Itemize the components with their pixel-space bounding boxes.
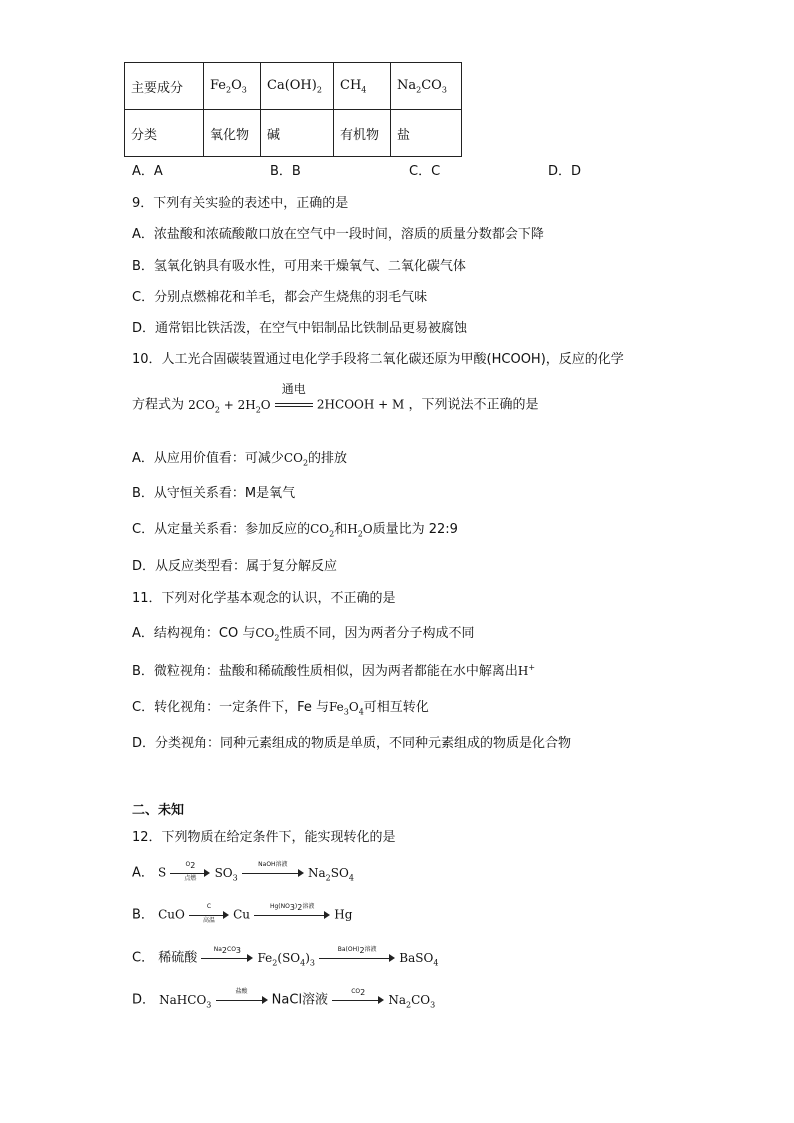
q8-option-a[interactable]: A．A — [132, 164, 163, 179]
option-text: 可相互转化 — [363, 700, 429, 715]
equation-condition: 通电 — [281, 382, 306, 396]
q8-option-c[interactable]: C．C — [409, 164, 441, 179]
table-cell: $Na_2CO_3$ — [391, 63, 462, 110]
chem-formula: $Na_2CO_3$ — [388, 992, 436, 1009]
chem-formula: S — [158, 865, 167, 880]
reaction-arrow — [242, 861, 304, 880]
table-row — [125, 63, 462, 110]
q9-option-c[interactable]: C．分别点燃棉花和羊毛，都会产生烧焦的羽毛气味 — [132, 290, 428, 305]
arrow-reagent: C — [206, 903, 212, 910]
table-cell: 分类 — [125, 110, 204, 157]
chem-formula: $SO_3$ — [214, 865, 238, 882]
arrow-reagent: $Na_2CO_3$ — [213, 946, 242, 956]
q9-stem: 9．下列有关实验的表述中，正确的是 — [132, 196, 349, 211]
chem-formula: $Fe_2(SO_4)_3$ — [257, 950, 316, 967]
q12-stem: 12．下列物质在给定条件下，能实现转化的是 — [132, 830, 396, 845]
q11-option-c[interactable] — [132, 701, 429, 716]
option-text: B．微粒视角：盐酸和稀硫酸性质相似，因为两者都能在水中解离出 — [132, 664, 518, 679]
table-cell: $Ca(OH)_2$ — [261, 63, 334, 110]
q12-option-c[interactable] — [132, 946, 439, 967]
option-text: 质量比为 22:9 — [372, 522, 458, 537]
chem-formula: $CO_2$ — [310, 522, 335, 539]
q10-stem-line2 — [132, 382, 539, 414]
option-text: A．从应用价值看：可减少 — [132, 451, 284, 466]
q9-option-d[interactable]: D．通常铝比铁活泼，在空气中铝制品比铁制品更易被腐蚀 — [132, 321, 468, 336]
chem-formula: CuO — [158, 907, 185, 922]
q11-stem: 11．下列对化学基本观念的认识，不正确的是 — [132, 591, 396, 606]
table-cell: 主要成分 — [125, 63, 204, 110]
chem-formula: $H_2O$ — [347, 522, 373, 539]
arrow-reagent: NaOH溶液 — [258, 861, 288, 868]
section-heading: 二、未知 — [132, 803, 185, 818]
q8-option-b[interactable]: B．B — [270, 164, 301, 179]
arrow-condition: 点燃 — [184, 875, 197, 882]
chem-formula: $CO_2$ — [283, 451, 309, 468]
q9-option-a[interactable]: A．浓盐酸和浓硫酸敞口放在空气中一段时间，溶质的质量分数都会下降 — [132, 227, 544, 242]
table-cell: $CH_4$ — [334, 63, 391, 110]
chem-formula: $CO_2$ — [255, 626, 280, 643]
q10-option-b[interactable]: B．从守恒关系看：M是氧气 — [132, 486, 296, 501]
q10-stem-line1: 10．人工光合固碳装置通过电化学手段将二氧化碳还原为甲酸(HCOOH)，反应的化学 — [132, 352, 624, 367]
reaction-arrow — [201, 946, 253, 965]
reaction-arrow — [189, 903, 229, 924]
table-cell: 有机物 — [334, 110, 391, 157]
reaction-arrow — [254, 903, 330, 922]
option-label: A． — [132, 865, 154, 881]
reactant-text: 稀硫酸 — [158, 950, 198, 966]
option-text: 和 — [334, 522, 348, 537]
arrow-reagent: $O_2$ — [185, 861, 196, 871]
q11-option-b[interactable] — [132, 664, 535, 678]
q12-option-a[interactable] — [132, 861, 354, 882]
arrow-reagent: 盐酸 — [235, 988, 248, 995]
q10-stem-suffix: ，下列说法不正确的是 — [408, 397, 539, 413]
option-text: A．结构视角：CO 与 — [132, 626, 256, 641]
q12-option-d[interactable] — [132, 988, 436, 1009]
q12-option-b[interactable] — [132, 903, 353, 924]
chem-formula: $Fe_3O_4$ — [328, 700, 364, 717]
arrow-reagent: $CO_2$ — [351, 988, 366, 998]
reaction-arrow — [216, 988, 268, 1007]
table-cell: $Fe_2O_3$ — [204, 63, 261, 110]
q8-option-d[interactable]: D．D — [548, 164, 582, 179]
reaction-arrow — [319, 946, 395, 965]
table-cell: 碱 — [261, 110, 334, 157]
q10-option-c[interactable] — [132, 523, 458, 538]
q9-option-b[interactable]: B．氢氧化钠具有吸水性，可用来干燥氧气、二氧化碳气体 — [132, 259, 466, 274]
option-text: C．转化视角：一定条件下，Fe 与 — [132, 700, 329, 715]
chem-formula: BaSO$_4$ — [399, 950, 439, 967]
option-text: C．从定量关系看：参加反应的 — [132, 522, 311, 537]
arrow-reagent: $Ba(OH)_2$溶液 — [337, 946, 377, 956]
chem-formula: NaHCO$_3$ — [159, 992, 212, 1009]
arrow-reagent: $Hg(NO_3)_2$溶液 — [269, 903, 315, 913]
chem-formula: Hg — [334, 907, 353, 922]
q11-option-a[interactable] — [132, 627, 474, 642]
option-label: C． — [132, 950, 155, 966]
option-text: 性质不同，因为两者分子构成不同 — [279, 626, 475, 641]
chem-formula: H+ — [517, 663, 536, 678]
chem-formula: $Na_2SO_4$ — [308, 865, 354, 882]
arrow-condition: 高温 — [202, 917, 215, 924]
q10-equation-left: $2CO_2 + 2H_2O$ — [188, 397, 271, 414]
reactant-text: NaCl溶液 — [271, 992, 329, 1008]
q10-equation-right: 2HCOOH + M — [316, 397, 405, 412]
chem-formula: Cu — [233, 907, 251, 922]
q11-option-d[interactable]: D．分类视角：同种元素组成的物质是单质，不同种元素组成的物质是化合物 — [132, 736, 572, 751]
option-text: 的排放 — [308, 451, 348, 466]
reaction-arrow — [332, 988, 384, 1007]
q10-option-d[interactable]: D．从反应类型看：属于复分解反应 — [132, 559, 338, 574]
option-label: D． — [132, 992, 156, 1008]
table-row — [125, 110, 462, 157]
classification-table — [124, 62, 462, 157]
q10-option-a[interactable] — [132, 452, 347, 467]
table-cell: 盐 — [391, 110, 462, 157]
table-cell: 氧化物 — [204, 110, 261, 157]
reaction-arrow — [170, 861, 210, 882]
option-label: B． — [132, 907, 154, 923]
q10-stem-prefix: 方程式为 — [132, 397, 185, 413]
equation-sign — [275, 382, 313, 412]
